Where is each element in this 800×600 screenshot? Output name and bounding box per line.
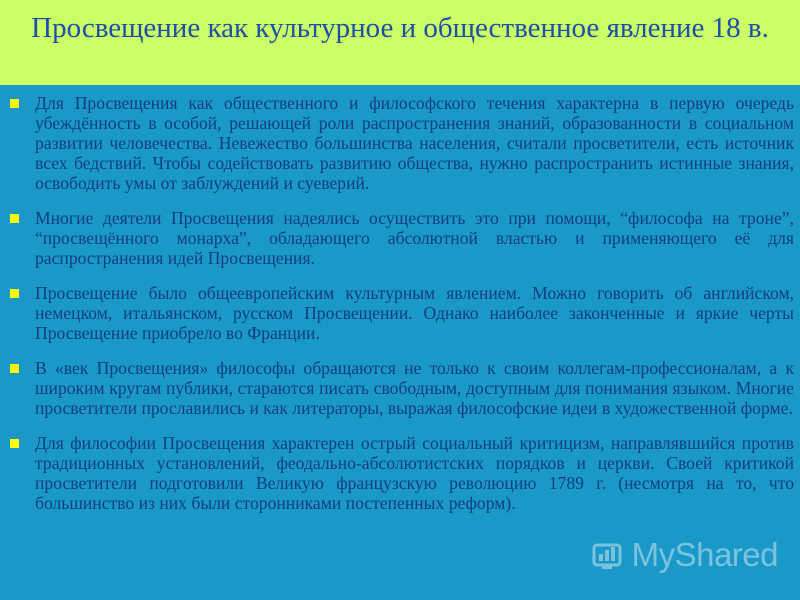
title-band bbox=[0, 0, 800, 85]
square-bullet-icon bbox=[10, 289, 19, 298]
bullet-text: Для Просвещения как общественного и философского течения характерна в первую очередь убеждённость в особой, решающей роли распространения знаний, образованности в социальном развитии человечества. Невежество большинства населения, считали просветители, есть источник всех бедствий. Чтобы содействовать развитию общества, нужно распространить истинные знания, освободить умы от заблуждений и суеверий. bbox=[35, 93, 794, 193]
slide-title: Просвещение как культурное и общественное явление 18 в. bbox=[31, 12, 769, 44]
bullet-text: Многие деятели Просвещения надеялись осуществить это при помощи, “философа на троне”, “просвещённого монарха”, обладающего абсолютной властью и применяющего её для распространения идей Просвещения. bbox=[35, 208, 794, 268]
bullet-item bbox=[6, 93, 794, 193]
square-bullet-icon bbox=[10, 214, 19, 223]
bullet-item bbox=[6, 433, 794, 513]
bullet-item bbox=[6, 283, 794, 343]
bullet-text: В «век Просвещения» философы обращаются не только к своим коллегам-профессионалам, а к широким кругам публики, стараются писать свободным, доступным для понимания языком. Многие просветители прославились и как литераторы, выражая философские идеи в художественной форме. bbox=[35, 358, 794, 418]
myshared-watermark bbox=[590, 538, 778, 572]
bullet-item bbox=[6, 358, 794, 418]
bullet-text: Просвещение было общеевропейским культурным явлением. Можно говорить об английском, немецком, итальянском, русском Просвещении. Однако наиболее законченные и яркие черты Просвещение приобрело во Франции. bbox=[35, 283, 794, 343]
bullet-list bbox=[6, 93, 794, 528]
myshared-logo-icon bbox=[590, 538, 624, 572]
square-bullet-icon bbox=[10, 439, 19, 448]
watermark-text: MyShared bbox=[631, 536, 778, 573]
bullet-item bbox=[6, 208, 794, 268]
square-bullet-icon bbox=[10, 364, 19, 373]
square-bullet-icon bbox=[10, 99, 19, 108]
bullet-text: Для философии Просвещения характерен острый социальный критицизм, направлявшийся против традиционных установлений, феодально-абсолютистских порядков и церкви. Своей критикой просветители подготовили Великую французскую революцию 1789 г. (несмотря на то, что большинство из них были сторонниками постепенных реформ). bbox=[35, 433, 794, 513]
